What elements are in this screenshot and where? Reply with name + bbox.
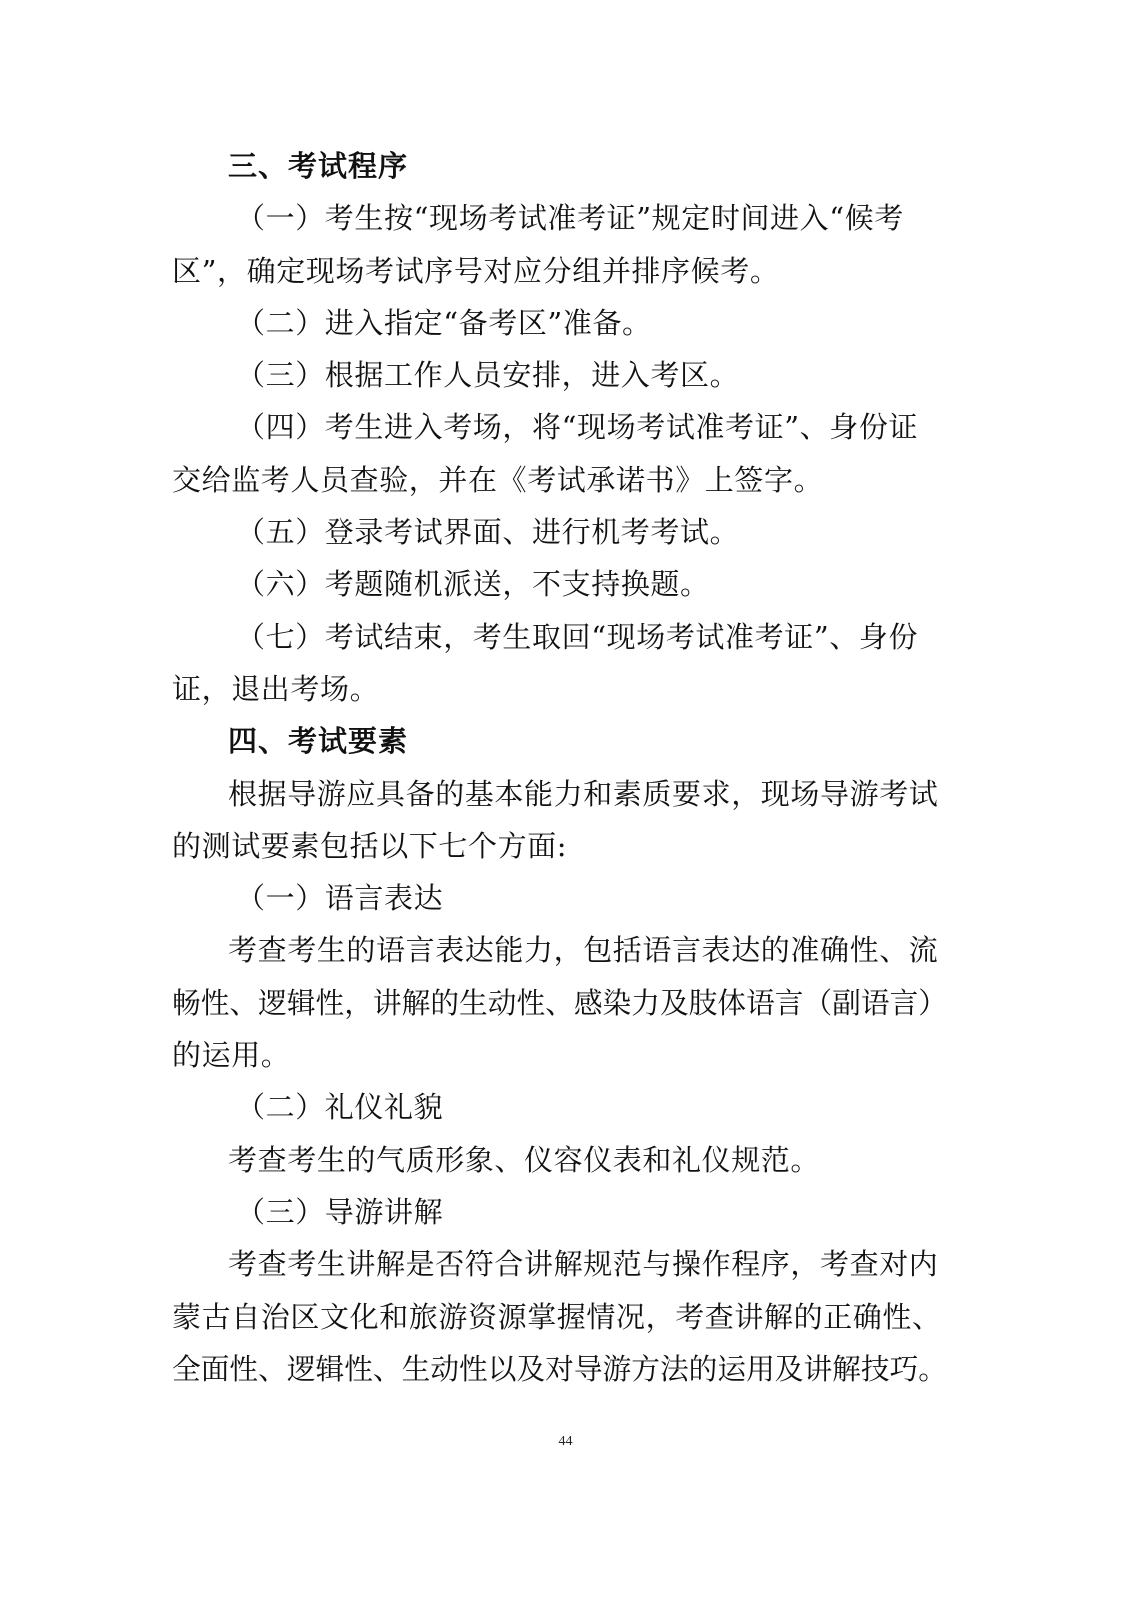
procedure-item-2: （二）进入指定“备考区”准备。 xyxy=(236,305,652,340)
procedure-item-3: （三）根据工作人员安排，进入考区。 xyxy=(236,358,740,393)
procedure-item-4-line-1: （四）考生进入考场，将“现场考试准考证”、身份证 xyxy=(236,410,919,445)
element-3-desc-line-1: 考查考生讲解是否符合讲解规范与操作程序，考查对内 xyxy=(228,1247,939,1282)
element-1-desc-line-1: 考查考生的语言表达能力，包括语言表达的准确性、流 xyxy=(228,933,939,968)
procedure-item-5: （五）登录考试界面、进行机考考试。 xyxy=(236,515,740,550)
elements-intro-line-1: 根据导游应具备的基本能力和素质要求，现场导游考试 xyxy=(228,776,939,811)
element-3-desc-line-2: 蒙古自治区文化和旅游资源掌握情况，考查讲解的正确性、 xyxy=(172,1299,942,1334)
element-2-desc: 考查考生的气质形象、仪容仪表和礼仪规范。 xyxy=(228,1142,821,1177)
element-1-desc-line-3: 的运用。 xyxy=(172,1038,291,1073)
procedure-item-4-line-2: 交给监考人员查验，并在《考试承诺书》上签字。 xyxy=(172,462,824,497)
page-number: 44 xyxy=(558,1434,573,1449)
element-1-title: （一）语言表达 xyxy=(236,881,444,916)
element-2-title: （二）礼仪礼貌 xyxy=(236,1090,444,1125)
procedure-item-7-line-2: 证，退出考场。 xyxy=(172,671,380,706)
document-body xyxy=(172,140,947,1395)
section-heading-3: 三、考试程序 xyxy=(228,149,409,183)
procedure-item-6: （六）考题随机派送，不支持换题。 xyxy=(236,567,710,602)
procedure-item-7-line-1: （七）考试结束，考生取回“现场考试准考证”、身份 xyxy=(236,619,919,654)
element-3-title: （三）导游讲解 xyxy=(236,1194,444,1229)
procedure-item-1-line-1: （一）考生按“现场考试准考证”规定时间进入“候考 xyxy=(236,201,904,236)
section-heading-4: 四、考试要素 xyxy=(228,724,409,759)
element-1-desc-line-2: 畅性、逻辑性，讲解的生动性、感染力及肢体语言（副语言） xyxy=(172,985,948,1020)
elements-intro-line-2: 的测试要素包括以下七个方面: xyxy=(172,828,568,863)
procedure-item-1-line-2: 区”，确定现场考试序号对应分组并排序候考。 xyxy=(172,253,780,288)
element-3-desc-line-3: 全面性、逻辑性、生动性以及对导游方法的运用及讲解技巧。 xyxy=(172,1351,948,1386)
